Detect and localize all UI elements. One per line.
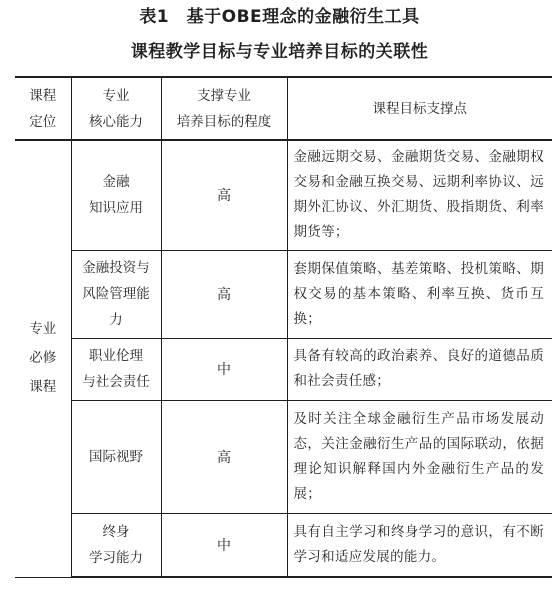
ability-cell — [71, 140, 161, 250]
ability-line: 风险管理能 — [82, 286, 150, 302]
ability-line: 力 — [109, 312, 123, 328]
ability-line: 与社会责任 — [82, 374, 150, 390]
course-category-cell — [15, 140, 71, 577]
course-category-line: 课程 — [29, 379, 57, 396]
table-header-row — [15, 77, 552, 140]
header-core-ability-line: 核心能力 — [89, 113, 143, 130]
objective-point-cell: 套期保值策略、基差策略、投机策略、期权交易的基本策略、利率互换、货币互换； — [287, 250, 552, 338]
ability-line: 国际视野 — [89, 448, 143, 465]
table-row — [15, 400, 552, 513]
header-core-ability-line: 专业 — [102, 87, 130, 104]
ability-cell — [71, 513, 161, 577]
ability-cell — [71, 338, 161, 400]
table-row — [15, 513, 552, 577]
table-title-line-1: 表1 基于OBE理念的金融衍生工具 — [139, 7, 420, 27]
ability-line: 知识应用 — [89, 200, 143, 217]
ability-line: 终身 — [102, 523, 130, 540]
table-row — [15, 140, 552, 250]
degree-cell: 高 — [161, 250, 287, 338]
degree-cell: 中 — [161, 513, 287, 577]
degree-cell: 高 — [161, 400, 287, 513]
ability-line: 金融投资与 — [82, 260, 150, 276]
course-objectives-table — [15, 76, 552, 578]
ability-line: 学习能力 — [89, 549, 143, 566]
table-row — [15, 250, 552, 338]
header-course-positioning-line: 课程 — [29, 87, 57, 104]
degree-cell: 高 — [161, 140, 287, 250]
header-support-degree-line: 培养目标的程度 — [176, 113, 272, 130]
header-core-ability — [71, 77, 161, 140]
objective-point-cell: 具备有较高的政治素养、良好的道德品质和社会责任感； — [287, 338, 552, 400]
header-support-degree — [161, 77, 287, 140]
objective-point-cell: 金融远期交易、金融期货交易、金融期权交易和金融互换交易、远期利率协议、远期外汇协议、外汇期货、股指期货、利率期货等； — [287, 140, 552, 250]
header-support-degree-line: 支撑专业 — [197, 87, 251, 104]
objective-point-cell: 具有自主学习和终身学习的意识，有不断学习和适应发展的能力。 — [287, 513, 552, 577]
ability-line: 职业伦理 — [89, 348, 143, 364]
header-course-positioning-line: 定位 — [29, 113, 57, 130]
header-objective-points: 课程目标支撑点 — [287, 77, 552, 140]
table-title-line-2: 课程教学目标与专业培养目标的关联性 — [130, 42, 429, 62]
degree-cell: 中 — [161, 338, 287, 400]
ability-cell — [71, 250, 161, 338]
objective-point-cell: 及时关注全球金融衍生产品市场发展动态，关注金融衍生产品的国际联动，依据理论知识解释国内外金融衍生产品的发展； — [287, 400, 552, 513]
table-row — [15, 338, 552, 400]
course-category-line: 必修 — [29, 350, 57, 367]
ability-line: 金融 — [102, 174, 130, 191]
ability-cell — [71, 400, 161, 513]
course-category-line: 专业 — [29, 321, 57, 338]
header-course-positioning — [15, 77, 71, 140]
